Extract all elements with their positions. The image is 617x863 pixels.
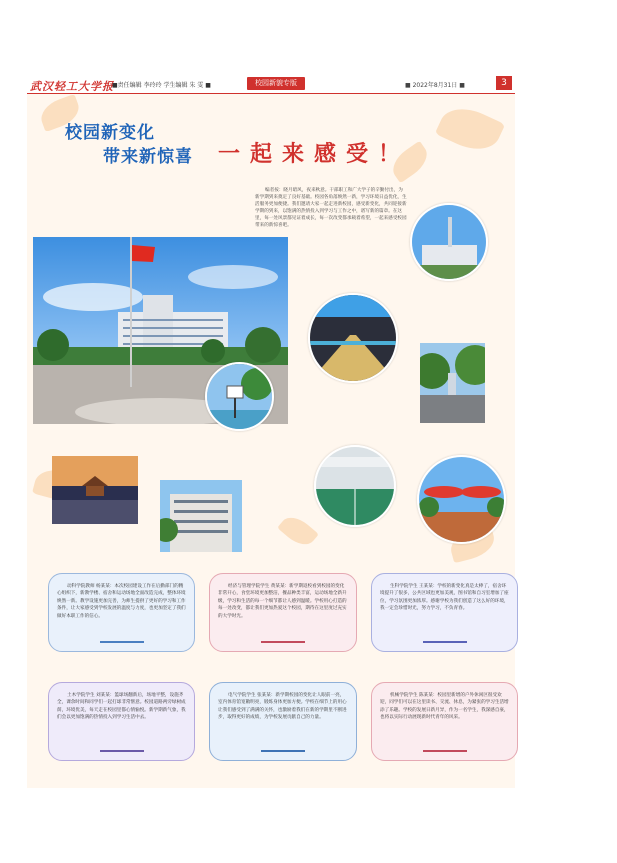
card-divider <box>423 750 467 752</box>
masthead: 武汉轻工大学报 <box>30 80 114 93</box>
testimonial-card <box>48 573 195 652</box>
cafeteria-interior-photo <box>308 293 398 383</box>
card-divider <box>100 750 144 752</box>
lakeside-pavilion-photo <box>52 456 138 524</box>
page-background <box>27 74 515 788</box>
testimonial-card <box>371 573 518 652</box>
editor-note: 编者按：晓月暗风，夜来秋意。干部职工和广大学子的辛勤付出，为新学期到来奠定了良好基础。校园各角落焕然一新，学习环境日益优化，生活服务更加便捷。我们邀请大家一起走进新校园，感受新变化，共同迎接新学期的到来，以饱满的热情投入到学习与工作之中，谱写新的篇章。在这里，每一处风景都见证着成长，每一次改变都承载着希望，一起来感受校园带来的新惊喜吧。 <box>255 188 407 228</box>
headline-line1: 校园新变化 <box>65 123 155 143</box>
editors-line: ■责任编辑 李玲玲 学生编辑 朱 雯 ■ <box>112 82 211 89</box>
tree-lined-road-photo <box>420 343 485 423</box>
testimonial-text: 土木学院学生 刘某某：篮球场翻新后，场地平整，设施齐全，课余时间和同学们一起打球非常惬意。校园道路两旁绿树成荫，环境优美，每天走在校园里都心情愉悦。新学期新气象，我们会以更加饱满的热情投入到学习生活中去。 <box>57 693 186 721</box>
testimonial-card <box>48 682 195 761</box>
testimonial-text: 机械学院学生 陈某某：校园里新增的户外休闲区很受欢迎，同学们可以在这里读书、交流、休息，为紧张的学习生活增添了乐趣。学校的发展日新月异，作为一名学生，我深感自豪，也将以实际行动展现新时代青年的风采。 <box>380 693 509 721</box>
section-tag: 校园新貌专版 <box>247 77 305 90</box>
indoor-gym-photo <box>314 445 396 527</box>
testimonial-text: 生科学院学生 王某某：学校的新变化真是太棒了，宿舍环境提升了很多，公共区域也更加美观，图书馆和自习室增加了座位，学习氛围更加浓厚。感谢学校为我们创造了这么好的环境，我一定会珍惜时光，努力学习，不负青春。 <box>380 584 509 612</box>
header-rule <box>27 93 515 94</box>
headline-line3: 一起来感受！ <box>218 141 411 167</box>
issue-date: ■ 2022年8月31日 ■ <box>405 82 465 89</box>
testimonial-text: 经济与管理学院学生 黄某某：新学期返校看到校园的变化非常开心，食堂环境更加整洁，餐品种类丰富，运动场地全新升级，学习和生活的每一个细节都让人感到温暖。学校用心打造的每一处改变，都让我们更加热爱这个校园，期待在这里度过充实的大学时光。 <box>218 584 347 619</box>
card-divider <box>261 641 305 643</box>
library-tower-photo <box>410 203 488 281</box>
testimonial-text: 动科学院教师 杨某某：本次校园建设工作在后勤部门的精心组织下，新教学楼、宿舍和运动场地全面改造完成，整体环境焕然一新。教学设施更加完善，为师生提供了更好的学习和工作条件，让大家感受到学校发展的温度与力度，也更加坚定了我们做好本职工作的信心。 <box>57 584 186 619</box>
basketball-court-photo <box>205 362 274 431</box>
testimonial-text: 电气学院学生 张某某：新学期校园的变化让人眼前一亮，室内体育馆宽敞明亮，锻炼身体更加方便。学校在细节上的用心让我们感受到了满满的关怀，也激励着我们在新的学期里不断进步，取得更好的成绩，为学校发展贡献自己的力量。 <box>218 693 347 721</box>
card-divider <box>423 641 467 643</box>
page-number: 3 <box>496 76 512 90</box>
outdoor-seating-photo <box>417 455 506 544</box>
headline-line2: 带来新惊喜 <box>103 147 193 167</box>
dormitory-photo <box>160 480 242 552</box>
testimonial-card <box>371 682 518 761</box>
card-divider <box>261 750 305 752</box>
testimonial-card <box>209 573 357 652</box>
testimonial-card <box>209 682 357 761</box>
card-divider <box>100 641 144 643</box>
